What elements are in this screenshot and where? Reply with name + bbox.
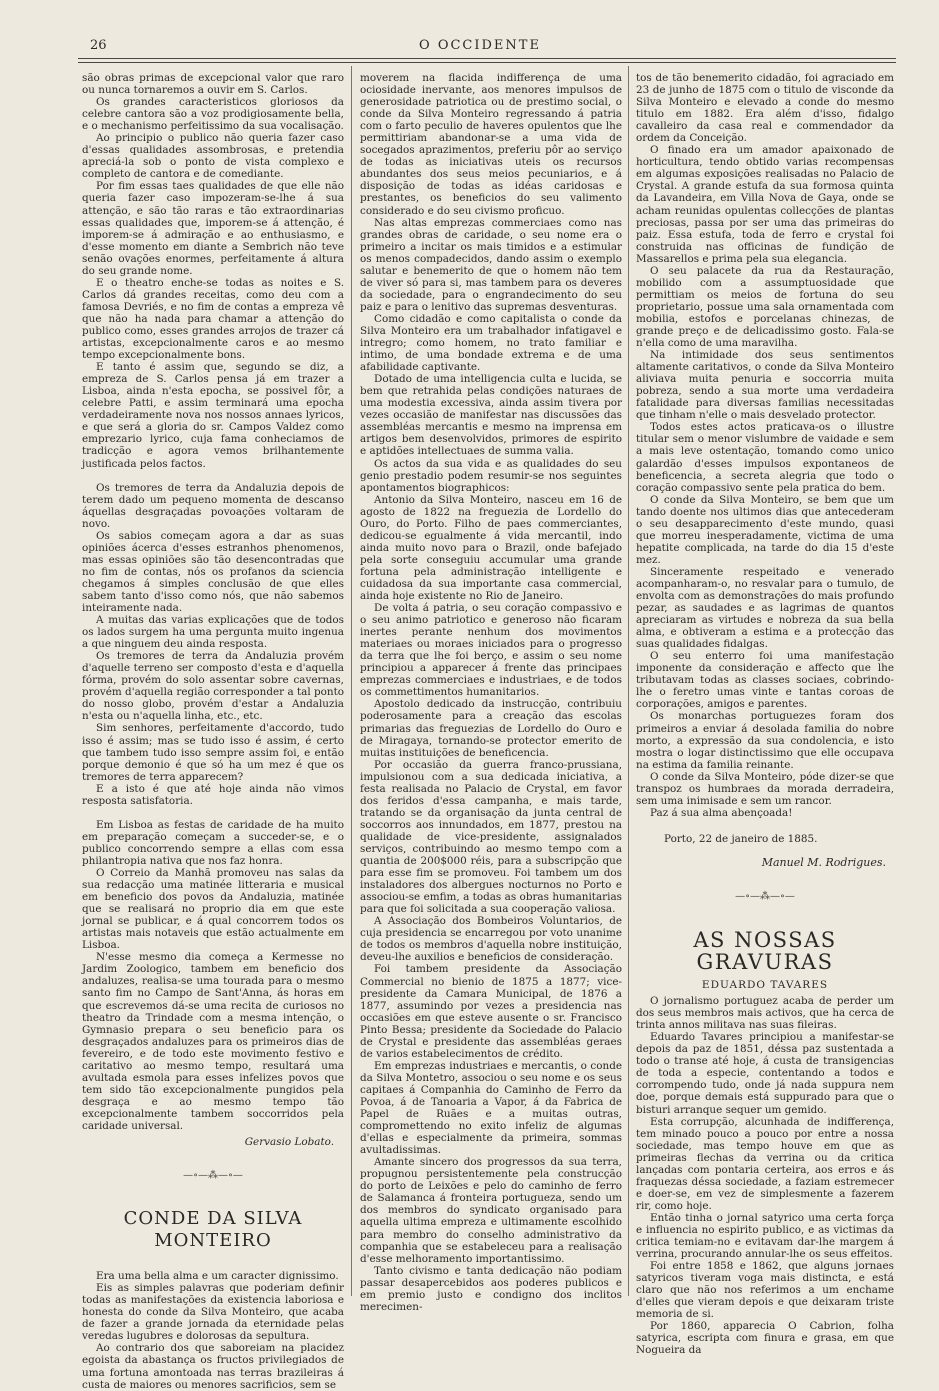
column-3 [636, 72, 894, 1357]
paragraph: O jornalismo portuguez acaba de perder um dos seus membros mais activos, que ha cerca de trinta annos militava nas suas fileiras. [636, 995, 894, 1032]
paragraph: Então tinha o jornal satyrico uma certa força e influencia no espirito publico, e as victimas da critica temiam-no e evitavam dar-lhe margem á verrina, procurando annular-lhe os seus effeitos. [636, 1211, 894, 1261]
author-signature: Manuel M. Rodrigues. [761, 855, 886, 869]
paragraph: Nas altas emprezas commerciaes como nas grandes obras de caridade, o seu nome era o primeiro a incitar os mais timidos e a estimular os menos compadecidos, dando assim o exemplo salutar e benemerito de que o homem não tem de viver só para si, mas tambem para os deveres da sociedade, para o engrandecimento do seu paiz e para o lenitivo das supremas desventuras. [360, 216, 622, 313]
page-number: 26 [90, 38, 107, 53]
paragraph: Paz á sua alma abençoada! [650, 806, 793, 819]
paragraph: Eduardo Tavares principiou a manifestar-se depois da paz de 1851, déssa paz sustentada a todo o transe até hoje, á custa de transigencias de toda a especie, contentando a todos e corrompendo tudo, onde já nada suppura nem doe, porque demais está suppurado para que o bisturi arranque sequer um gemido. [636, 1031, 894, 1116]
paragraph: O Correio da Manhã promoveu nas salas da sua redacção uma matinée litteraria e musical em beneficio dos povos da Andaluzia, matinée que se realisará no proprio dia em que este jornal se publicar, e á qual concorrem todos os artistas mais notaveis que estão actualmente em Lisboa. [82, 867, 344, 952]
paragraph: Os monarchas portuguezes foram dos primeiros a enviar á desolada familia do nobre morto, a expressão da sua condolencia, e isto mostra o logar distinctissimo que elle occupava na estima da familia reinante. [636, 710, 894, 771]
paragraph: O seu enterro foi uma manifestação imponente da consideração e affecto que lhe tributavam todas as classes sociaes, cobrindo-lhe o feretro umas vinte e tantas coroas de corporações, amigos e parentes. [636, 650, 894, 711]
paragraph: E tanto é assim que, segundo se diz, a empreza de S. Carlos pensa já em trazer a Lisboa, ainda n'esta epocha, se possivel fôr, a celebre Patti, e assim terminará uma epocha verdadeiramente nova nos nossos annaes lyricos, e que será a gloria do sr. Campos Valdez como emprezario lyrico, cuja fama conheciamos de tradicção e agora vemos brilhantemente justificada pelos factos. [82, 361, 344, 470]
column-divider [351, 66, 352, 1296]
paragraph: O conde da Silva Monteiro, póde dizer-se que transpoz os humbraes da morada derradeira, sem uma inimisade e sem um rancor. [636, 770, 894, 807]
paragraph: Os tremores de terra da Andaluzia depois de terem dado um pequeno momenta de descanso áquellas desgraçadas povoações voltaram de novo. [82, 481, 344, 530]
paragraph: Os actos da sua vida e as qualidades do seu genio prestadio podem resumir-se nos seguintes apontamentos biographicos: [360, 457, 622, 494]
journal-title: O OCCIDENTE [419, 38, 541, 53]
section-title: CONDE DA SILVA MONTEIRO [123, 1208, 303, 1252]
paragraph: Na intimidade dos seus sentimentos altamente caritativos, o conde da Silva Monteiro aliviava muita penuria e soccorria muita pobreza, sendo a sua morte uma verdadeira fatalidade para diversas familias necessitadas que tinham n'elle o mais desvelado protector. [636, 349, 894, 422]
paragraph: Foi entre 1858 e 1862, que alguns jornaes satyricos tiveram voga mais distincta, e está claro que não nos referimos a um enchame d'elles que vieram depois e que deixaram triste memoria de si. [636, 1260, 894, 1321]
paragraph: E a isto é que até hoje ainda não vimos resposta satisfatoria. [82, 782, 344, 807]
paragraph: Todos estes actos praticava-os o illustre titular sem o menor vislumbre de vaidade e sem a mais leve ostentação, tomando como unico galardão d'esses impulsos expontaneos de beneficencia, a secreta alegria que todo o coração compassivo sente pela pratica do bem. [636, 421, 894, 494]
author-signature: Gervasio Lobato. [244, 1136, 334, 1149]
paragraph: Em emprezas industriaes e mercantis, o conde da Silva Montetro, associou o seu nome e os seus capitaes á Companhia do Caminho de Ferro da Povoa, á de Tanoaria a Vapor, á da Fabrica de Papel de Ruães e a muitas outras, compromettendo no exito infeliz de algumas d'ellas e especialmente da primeira, sommas avultadissimas. [360, 1059, 622, 1157]
dateline: Porto, 22 de janeiro de 1885. [664, 832, 818, 845]
paragraph: A muitas das varias explicações que de todos os lados surgem ha uma pergunta muito ingenua a que ninguem deu ainda resposta. [82, 614, 344, 651]
column-1 [82, 72, 344, 1391]
paragraph: Esta corrupção, alcunhada de indifferença, tem minado pouco a pouco por entre a nossa sociedade, mas tempo houve em que as primeiras flechas da verrina ou da critica lançadas com pontaria certeira, aos erros e ás fraquezas déssa sociedade, a faziam estremecer e doer-se, em vez de simplesmente a fazerem rir, como hoje. [636, 1115, 894, 1212]
paragraph: Antonio da Silva Monteiro, nasceu em 16 de agosto de 1822 na freguezia de Lordello do Ouro, do Porto. Filho de paes commerciantes, dedicou-se egualmente á vida mercantil, indo ainda muito novo para o Brazil, onde bafejado pela sorte conseguiu accumular uma grande fortuna pela administração intelligente e cuidadosa da sua importante casa commercial, ainda hoje existente no Rio de Janeiro. [360, 493, 622, 603]
paragraph: Sinceramente respeitado e venerado acompanharam-o, no resvalar para o tumulo, de envolta com as demonstrações do mais profundo pezar, as saudades e as lagrimas de quantos apreciaram as virtudes e nobreza da sua bella alma, e obtiveram a estima e a protecção das suas qualidades fidalgas. [636, 565, 894, 651]
paragraph: Em Lisboa as festas de caridade de ha muito em preparação começam a succeder-se, e o publico concorrendo sempre a ellas com essa philantropia nativa que nos faz honra. [82, 818, 344, 867]
paragraph: Como cidadão e como capitalista o conde da Silva Monteiro era um trabalhador infatigavel e intregro; como homem, no trato familiar e intimo, de uma bondade extrema e de uma afabilidade captivante. [360, 312, 622, 374]
paragraph: N'esse mesmo dia começa a Kermesse no Jardim Zoologico, tambem em beneficio dos andaluzes, realisa-se uma tourada para o mesmo santo fim no Campo de Sant'Anna, ás horas em que escrevemos dá-se uma recita de curiosos no theatro da Trindade com a mesma intenção, o Gymnasio prepara o seu beneficio para os desgraçados andaluzes para os primeiros dias de fevereiro, e de todo este movimento festivo e caritativo ao mesmo tempo, resultará uma avultada esmola para esses infelizes povos que tem sido tão excepcionalmente pungidos pela desgraça e ao mesmo tempo tão excepcionalmente tambem soccorridos pela caridade universal. [82, 951, 344, 1132]
paragraph: E o theatro enche-se todas as noites e S. Carlos dá grandes receitas, como deu com a famosa Devriés, e no fim de contas a empreza vê que não ha nada para chamar a attenção do publico como, esses grandes arrojos de trazer cá artistas, excepcionalmente caros e ao mesmo tempo excepcionalmente bons. [82, 276, 344, 362]
paragraph: Ao principio o publico não queria fazer caso d'essas qualidades assombrosas, e pretendia apreciá-la sob o ponto de vista complexo e completo de cantora e de comediante. [82, 132, 344, 181]
section-ornament: —∘—⁂—∘— [735, 891, 795, 902]
paragraph: Era uma bella alma e um caracter dignissimo. [96, 1270, 339, 1283]
section-subtitle: EDUARDO TAVARES [701, 979, 829, 992]
paragraph: são obras primas de excepcional valor que raro ou nunca tornaremos a ouvir em S. Carlos. [82, 72, 344, 97]
paragraph: Por 1860, apparecia O Cabrion, folha satyrica, escripta com finura e grasa, em que Nogueira da [636, 1320, 894, 1357]
section-ornament: —∘—⁂—∘— [183, 1170, 243, 1182]
paragraph: Eis as simples palavras que poderiam definir todas as manifestações da existencia laboriosa e honesta do conde da Silva Monteiro, que acaba de fazer a grande jornada da eternidade pelas veredas lugubres e dolorosas da sepultura. [82, 1282, 344, 1343]
column-divider [628, 66, 629, 1296]
paragraph: Por occasião da guerra franco-prussiana, impulsionou com a sua dedicada iniciativa, a festa realisada no Palacio de Crystal, em favor dos feridos d'essa campanha, e mais tarde, tratando se da organisação da junta central de soccorros aos innundados, em 1877, prestou na qualidade de vice-presidente, assignalados serviços, contribuindo ao mesmo tempo com a quantia de 200$000 réis, para a subscripção que para esse fim se promoveu. Foi tambem um dos instaladores dos albergues nocturnos no Porto e associou-se emfim, a todas as obras humanitarias para que foi solicitada a sua cooperação valiosa. [360, 758, 622, 916]
paragraph: Os sabios começam agora a dar as suas opiniões ácerca d'esses estranhos phenomenos, mas essas opiniões são tão desencontradas que no fim de contas, nós os profanos da sciencia chegamos á simples conclusão de que elles sabem tanto d'isso como nós, que não sabemos inteiramente nada. [82, 529, 344, 615]
paragraph: Foi tambem presidente da Associação Commercial no bienio de 1875 a 1877; vice-presidente da Camara Municipal, de 1876 a 1877, assumindo por vezes a presidencia nas occasiões em que esteve ausente o sr. Francisco Pinto Bessa; presidente da Sociedade do Palacio de Crystal e presidente das assembléas geraes de varios estabelecimentos de crédito. [360, 963, 622, 1060]
paragraph: moverem na flacida indifferença de uma ociosidade inervante, aos menores impulsos de generosidade patriotica ou de prestimo social, o conde da Silva Monteiro regressando á patria com o farto peculio de haveres opulentos que lhe permittiriam abandonar-se a uma vida de socegados aprazimentos, preferiu pôr ao serviço de todas as iniciativas uteis os recursos abundantes dos seus meios pecuniarios, e á disposição de todas as idéas caridosas e prestantes, os beneficios do seu valimento considerado e do seu civismo proficuo. [360, 72, 622, 217]
page-header [70, 38, 890, 60]
paragraph: O conde da Silva Monteiro, se bem que um tando doente nos ultimos dias que antecederam o seu desapparecimento d'este mundo, quasi que morreu inesperadamente, victima de uma hepatite complicada, na tarde do dia 15 d'este mez. [636, 493, 894, 566]
paragraph: Sim senhores, perfeitamente d'accordo, tudo isso é assim; mas se tudo isso é assim, é certo que tambem tudo isso sempre assim foi, e então porque demonio é que só ha um mez é que os tremores de terra apparecem? [82, 722, 344, 783]
paragraph: Os grandes caracteristicos gloriosos da celebre cantora são a voz prodigiosamente bella, e o mechanismo perfeitissimo da sua vocalisação. [82, 96, 344, 133]
paragraph: De volta á patria, o seu coração compassivo e o seu animo patriotico e generoso não ficaram inertes perante nenhum dos movimentos materiaes ou moraes iniciados para o progresso da terra que lhe foi berço, e assim o seu nome principiou a apparecer á frente das principaes emprezas commerciaes e industriaes, e de todos os commettimentos humanitarios. [360, 602, 622, 699]
paragraph: O seu palacete da rua da Restauração, mobilido com a assumptuosidade que permittiam os meios de fortuna do seu proprietario, possue uma sala ornamentada com mobilia, estofos e porcelanas chinezas, de grande preço e de delicadissimo gosto. Fala-se n'ella como de uma maravilha. [636, 264, 894, 350]
paragraph: A Associação dos Bombeiros Voluntarios, de cuja presidencia se encarregou por voto unanime de todos os membros d'aquella nobre instituição, deveu-lhe auxilios e beneficios de consideração. [360, 915, 622, 964]
paragraph: Apostolo dedicado da instrucção, contribuiu poderosamente para a creação das escolas primarias das freguezias de Lordello do Ouro e de Miragaya, tornando-se protector emerito de muitas instituições de beneficencia. [360, 698, 622, 759]
paragraph: tos de tão benemerito cidadão, foi agraciado em 23 de junho de 1875 com o titulo de visconde da Silva Monteiro e elevado a conde do mesmo titulo em 1882. Era além d'isso, fidalgo cavalleiro da casa real e commendador da ordem da Conceição. [636, 72, 894, 145]
paragraph: Amante sincero dos progressos da sua terra, propugnou persistentemente pela construcção do porto de Leixões e pelo do caminho de ferro de Salamanca á fronteira portugueza, sendo um dos membros do syndicato organisado para aquella ultima empreza e ultimamente escolhido para membro do conselho administrativo da companhia que se estabeleceu para a realisação d'esse melhoramento importantissimo. [360, 1156, 622, 1265]
column-2 [360, 72, 622, 1313]
paragraph: Os tremores de terra da Andaluzia provém d'aquelle terreno ser composto d'esta e d'aquella fórma, provém do solo assentar sobre cavernas, provém d'aquella região corresponder a tal ponto do nosso globo, provém d'estar a Andaluzia n'esta ou n'aquella linha, etc., etc. [82, 650, 344, 723]
paragraph: Tanto civismo e tanta dedicação não podiam passar desapercebidos aos poderes publicos e em premio justo e condigno dos inclitos merecimen- [360, 1264, 622, 1313]
paragraph: Ao contrario dos que saboreiam na placidez egoista da abastança os fructos privilegiados de uma fortuna amontoada nas terras brazileiras á custa de maiores ou menores sacrificios, sem se [82, 1342, 344, 1391]
section-title: AS NOSSAS GRAVURAS [693, 928, 837, 975]
paragraph: Dotado de uma intelligencia culta e lucida, se bem que retrahida pelas condições naturaes de uma modestia excessiva, ainda assim tivera por vezes occasião de manifestar nas discussões das assembléas mercantis e mesmo na imprensa em artigos bem desenvolvidos, primores de espirito e aptidões intellectuaes de summa valia. [360, 373, 622, 458]
paragraph: O finado era um amador apaixonado de horticultura, tendo obtido varias recompensas em algumas exposições realisadas no Palacio de Crystal. A grande estufa da sua formosa quinta da Lavandeira, em Villa Nova de Gaya, onde se acham reunidas opulentas collecções de plantas preciosas, passa por ser uma das primeiras do paiz. Essa estufa, toda de ferro e crystal foi construida nas officinas de fundição de Massarellos e prima pela sua elegancia. [636, 144, 894, 265]
header-rule-top [78, 58, 896, 59]
paragraph: Por fim essas taes qualidades de que elle não queria fazer caso impozeram-se-lhe á sua attenção, e são tão raras e tão extraordinarias essas qualidades que, imporem-se á attenção, é imporem-se á admiração e ao enthusiasmo, e d'esse momento em diante a Sembrich não teve senão ovações enormes, perfeitamente á altura do seu grande nome. [82, 180, 344, 277]
header-rule-bottom [78, 62, 896, 63]
